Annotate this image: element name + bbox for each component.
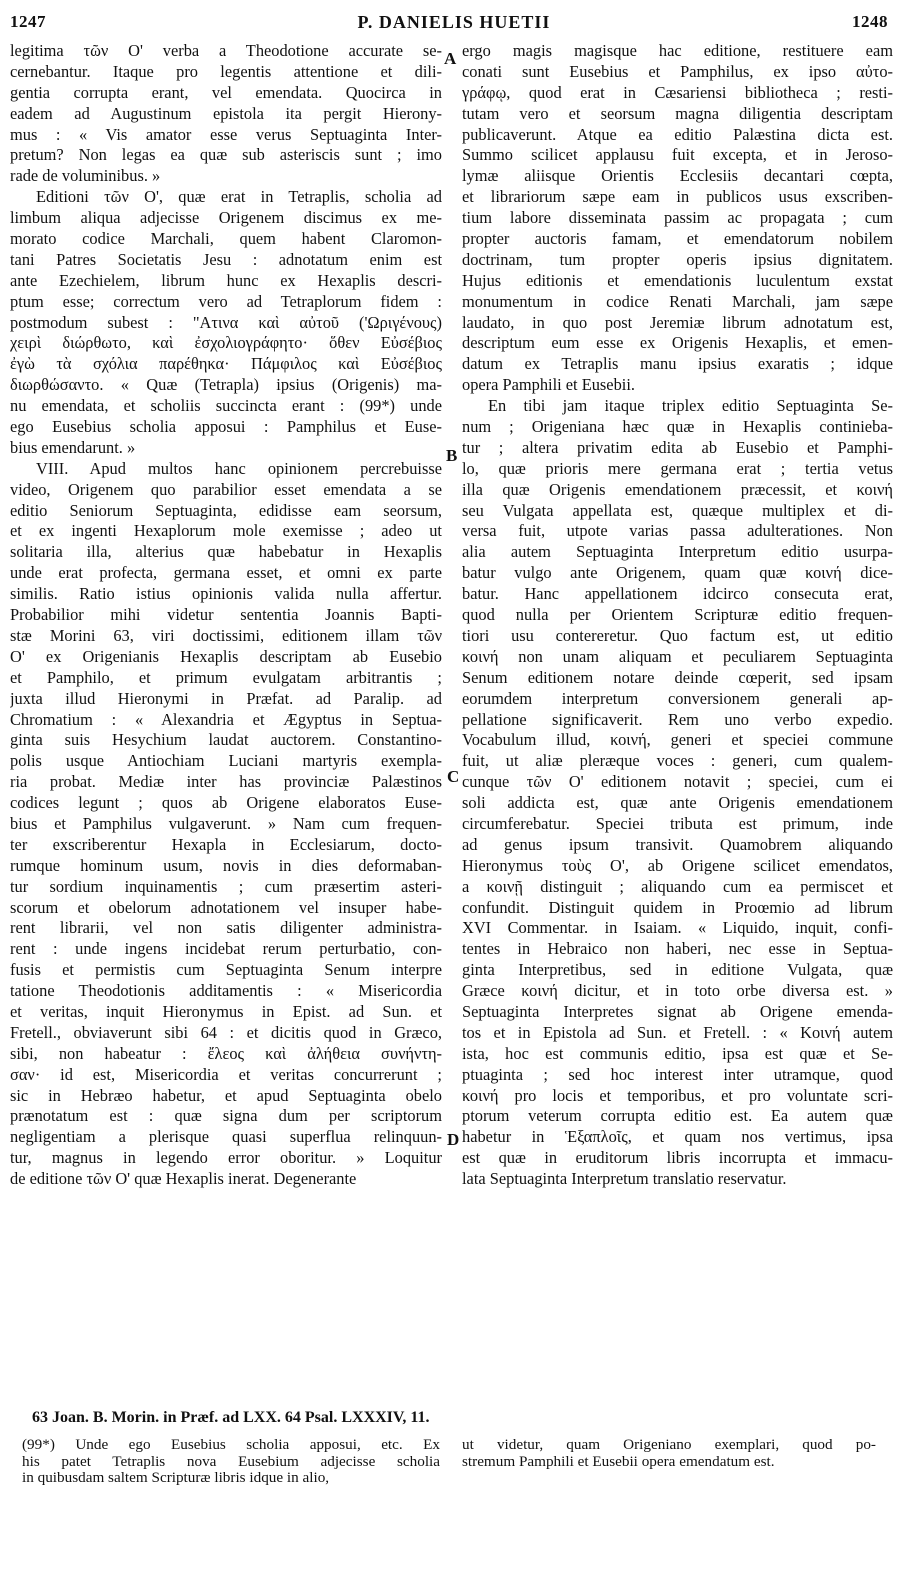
text-line: est quæ in eruditorum libris incorrupta et immacu- (462, 1148, 893, 1168)
text-line: Senum editionem notare deinde cœperit, sed ipsam (462, 667, 893, 687)
text-line: ergo magis magisque hac editione, restituere eam (462, 41, 893, 60)
text-line: in quibusdam saltem Scripturæ libris idque in alio, (22, 1470, 330, 1486)
margin-letter-c: C (447, 767, 460, 786)
text-line: rumque hominum usum, novis in dies deformaban- (10, 855, 442, 875)
text-line: similis. Ratio istius opinionis valida nulla affertur. (10, 584, 442, 604)
text-line: (99*) Unde ego Eusebius scholia apposui, etc. Ex (22, 1437, 440, 1453)
text-line: lata Septuaginta Interpretum translatio reservatur. (462, 1169, 787, 1189)
text-line: rade de voluminibus. » (10, 166, 161, 186)
text-line: Hujus editionis et emendationis luculentum exstat (462, 270, 893, 290)
text-line: tos et in Epistola ad Sun. et Fretell. : « Κοινή autem (462, 1022, 893, 1042)
text-line: ut videtur, quam Origeniano exemplari, quod po- (462, 1437, 876, 1453)
text-line: solitaria illa, alterius quæ habebatur in Hexaplis (10, 542, 442, 562)
text-line: Fretell., obviaverunt sibi 64 : et dicitis quod in Græco, (10, 1022, 442, 1042)
text-line: unde erat profecta, germana esset, et omni ex parte (10, 563, 442, 583)
text-line: ria probat. Mediæ inter has provinciæ Palæstinos (10, 772, 442, 792)
running-title: P. DANIELIS HUETII (357, 12, 551, 32)
text-line: seu Vulgata appellata est, quæque multiplex et di- (462, 500, 893, 520)
text-line: Probabilior mihi videtur sententia Joannis Bapti- (10, 605, 442, 625)
text-line: doctrinam, tum propter operis ipsius dignitatem. (462, 249, 893, 269)
text-line: habetur in Ἑξαπλοῖς, et quam nos vertimus, ipsa (462, 1127, 893, 1147)
text-line: morato codice Marchali, quem habent Claromon- (10, 229, 442, 249)
text-line: bius et Pamphilus vulgaverunt. » Nam cum frequen- (10, 813, 442, 833)
text-line: ter exscriberentur Hexapla in Ecclesiarum, docto- (10, 834, 442, 854)
text-line: legitima τῶν Ο' verba a Theodotione accurate se- (10, 41, 442, 60)
text-line: quod nulla per Orientem Scripturæ editio frequen- (462, 605, 893, 625)
text-line: χειρὶ διώρθωτο, καὶ ἐσχολιογράφητο· ὅθεν Εὐσέβιος (10, 333, 442, 353)
footnote-right (462, 1437, 876, 1470)
text-line: κοινή pro locis et temporibus, et pro voluntate scri- (462, 1085, 893, 1105)
text-line: illa quæ Origenis emendationem præcessit, et κοινή (462, 479, 893, 499)
text-line: monumentum in codice Renati Marchali, jam sæpe (462, 291, 893, 311)
text-line: sibi, non habeatur : ἔλεος καὶ ἀλήθεια συνήντη- (10, 1043, 442, 1063)
text-line: tiori usu contereretur. Quo factum est, ut editio (462, 625, 893, 645)
right-page-number: 1248 (852, 12, 888, 31)
text-line: rent librarii, vel non satis diligenter administra- (10, 918, 442, 938)
text-line: tur ; altera privatim edita ab Eusebio et Pamphi- (462, 437, 893, 457)
text-line: opera Pamphili et Eusebii. (462, 375, 635, 395)
text-line: batur vulgo ante Origenem, quam quæ κοινή dice- (462, 563, 893, 583)
text-line: En tibi jam itaque triplex editio Septuaginta Se- (488, 396, 893, 416)
text-line: rent : unde ingens incidebat rerum perturbatio, con- (10, 939, 442, 959)
text-line: pretum? Non legas ea quæ sub asteriscis sunt ; imo (10, 145, 442, 165)
text-line: Hieronymus τοὺς Ο', ab Origene scilicet emendatos, (462, 855, 893, 875)
text-line: nu emendata, et scholiis succincta erant : (99*) unde (10, 396, 442, 416)
text-line: lymæ aliisque Orientis Ecclesiis decantari cœpta, (462, 166, 893, 186)
text-line: et Pamphilo, et primum evulgatam arbitrantis ; (10, 667, 442, 687)
text-line: sic in Hebræo habetur, et apud Septuaginta obelo (10, 1085, 442, 1105)
text-line: postmodum subest : "Ατινα καὶ αὐτοῦ ('Ωριγένους) (10, 312, 442, 332)
text-line: lo, quæ prioris mere germana erat ; tertia vetus (462, 458, 893, 478)
text-line: versa fuit, utpote varias passa adulterationes. Non (462, 521, 893, 541)
text-line: tatione Theodotionis additamentis : « Misericordia (10, 981, 442, 1001)
text-line: tani Patres Societatis Jesu : adnotatum enim est (10, 249, 442, 269)
text-line: fusis et permistis cum Septuaginta Senum interpre (10, 960, 442, 980)
text-line: et ex ingenti Hexaplorum mole exemisse ; adeo ut (10, 521, 442, 541)
text-line: polis usque Antiochiam Luciani martyris exempla- (10, 751, 442, 771)
text-line: num ; Origeniana hæc quæ in Hexaplis continieba- (462, 417, 893, 437)
text-line: a κοινῇ distinguit ; aliquando cum ea permiscet et (462, 876, 893, 896)
text-line: et librariorum sæpe eam in publicos usus exscriben- (462, 187, 893, 207)
text-line: fuit, ut aliæ pleræque voces : generi, cum qualem- (462, 751, 893, 771)
text-line: tutam vero et seorsum magna diligentia descriptam (462, 103, 893, 123)
text-line: pellatione significaverit. Rem uno verbo expedio. (462, 709, 893, 729)
text-line: propter auctoris famam, et emendatorum nobilem (462, 229, 893, 249)
text-line: laudato, in quo post Jeremiæ librum adnotatum est, (462, 312, 893, 332)
text-line: circumferebatur. Speciei tributa est primum, inde (462, 813, 893, 833)
text-line: his patet Tetraplis nova Eusebium adjecisse scholia (22, 1453, 440, 1470)
text-line: conati sunt Eusebius et Pamphilus, ex ipso αὐτο- (462, 61, 893, 81)
text-line: ἐγὼ τὰ σχόλια παρέθηκα· Πάμφιλος καὶ Εὐσέβιος (10, 354, 442, 374)
margin-letter-b: B (446, 446, 458, 465)
margin-letter-a: A (444, 49, 457, 68)
text-line: ginta suis Hesychium laudat auctorem. Constantino- (10, 730, 442, 750)
footnote-references: 63 Joan. B. Morin. in Præf. ad LXX. 64 Psal. LXXXIV, 11. (32, 1409, 430, 1426)
right-text-column (462, 41, 893, 1190)
text-line: ad genus ipsum transivit. Quamobrem aliquando (462, 834, 893, 854)
text-line: scorum et obelorum adnotationem vel insuper habe- (10, 897, 442, 917)
text-line: ginta Interpretibus, sed in editione Vulgata, quæ (462, 960, 893, 980)
text-line: κοινή non unam aliquam et peculiarem Septuaginta (462, 646, 893, 666)
text-line: datum ex Tetraplis manu ipsius exaratis ; idque (462, 354, 893, 374)
text-line: Editioni τῶν Ο', quæ erat in Tetraplis, scholia ad (36, 187, 442, 207)
text-line: tentes in Hebraico non haberi, nec esse in Septua- (462, 939, 893, 959)
text-line: ptorum veterum corrupta editio est. Ea autem quæ (462, 1106, 893, 1126)
text-line: negligentiam a plerisque quasi superflua relinquun- (10, 1127, 442, 1147)
text-line: VIII. Apud multos hanc opinionem percrebuisse (36, 458, 442, 478)
text-line: cunque τῶν Ο' editionem notavit ; speciei, cum ei (462, 772, 893, 792)
text-line: ptum esse; correctum vero ad Tetraplorum fidem : (10, 291, 442, 311)
text-line: γράφῳ, quod erat in Cæsariensi bibliotheca ; resti- (462, 82, 893, 102)
text-line: cernebantur. Itaque pro legentis attentione et dili- (10, 61, 442, 81)
text-line: juxta illud Hieronymi in Præfat. ad Paralip. ad (10, 688, 442, 708)
text-line: eadem ad Augustinum epistola ita pergit Hierony- (10, 103, 442, 123)
text-line: bius emendarunt. » (10, 437, 136, 457)
left-page-number: 1247 (10, 12, 46, 31)
text-line: editio Seniorum Septuaginta, edidisse eam seorsum, (10, 500, 442, 520)
text-line: publicaverunt. Atque ea editio Palæstina dicta est. (462, 124, 893, 144)
text-line: Summo scilicet applausu fuit excepta, et in Jeroso- (462, 145, 893, 165)
text-line: batur. Hanc appellationem idcirco consecuta erat, (462, 584, 893, 604)
text-line: Græce κοινή dicitur, et in toto orbe diversa est. » (462, 981, 893, 1001)
text-line: XVI Commentar. in Isaiam. « Liquido, inquit, confi- (462, 918, 893, 938)
text-line: Vocabulum illud, κοινή, generi et speciei commune (462, 730, 893, 750)
text-line: ptuaginta ; sed hoc interest inter utramque, quod (462, 1064, 893, 1084)
text-line: ego Eusebius scholia apposui : Pamphilus et Euse- (10, 417, 442, 437)
text-line: ista, hoc est communis editio, ipsa est quæ et Se- (462, 1043, 893, 1063)
text-line: soli addicta est, quæ ante Origenis emendationem (462, 793, 893, 813)
text-line: σαν· id est, Misericordia et veritas concurrerunt ; (10, 1064, 442, 1084)
text-line: διωρθώσαντο. « Quæ (Tetrapla) ipsius (Origenis) ma- (10, 375, 442, 395)
text-line: et veritas, inquit Hieronymus in Epist. ad Sun. et (10, 1001, 442, 1021)
text-line: Septuaginta Interpretes signat ab Origene emenda- (462, 1001, 893, 1021)
text-line: descriptum eum esse ex Origenis Hexaplis, et emen- (462, 333, 893, 353)
left-text-column (10, 41, 442, 1190)
text-line: tur sordium inquinamentis ; cum præsertim asteri- (10, 876, 442, 896)
text-line: ante Ezechielem, librum hunc ex Hexaplis descri- (10, 270, 442, 290)
text-line: eorumdem interpretum conversionem generali ap- (462, 688, 893, 708)
text-line: tur, magnus in legendo error oboritur. » Loquitur (10, 1148, 442, 1168)
text-line: tium labore disseminata passim ac propagata ; cum (462, 208, 893, 228)
text-line: video, Origenem quo parabilior esset emendata a se (10, 479, 442, 499)
text-line: codices legunt ; quos ab Origene elaboratos Euse- (10, 793, 442, 813)
text-line: mus : « Vis amator esse verus Septuaginta Inter- (10, 124, 442, 144)
footnote-left (22, 1437, 440, 1487)
margin-letter-d: D (447, 1130, 460, 1149)
text-line: gentia corrupta erant, vel emendata. Quocirca in (10, 82, 442, 102)
text-line: stremum Pamphili et Eusebii opera emendatum est. (462, 1453, 775, 1470)
text-line: de editione τῶν Ο' quæ Hexaplis inerat. Degenerante (10, 1169, 357, 1189)
text-line: Ο' ex Origenianis Hexaplis descriptam ab Eusebio (10, 646, 442, 666)
text-line: Chromatium : « Alexandria et Ægyptus in Septua- (10, 709, 442, 729)
text-line: stæ Morini 63, viri doctissimi, editionem illam τῶν (10, 625, 442, 645)
text-line: prænotatum est : quæ signa dum per scriptorum (10, 1106, 442, 1126)
text-line: confundit. Distinguit quidem in Proœmio ad librum (462, 897, 893, 917)
text-line: alia autem Septuaginta Interpretum editio usurpa- (462, 542, 893, 562)
text-line: limbum aliqua adjecisse Origenem discimus ex me- (10, 208, 442, 228)
